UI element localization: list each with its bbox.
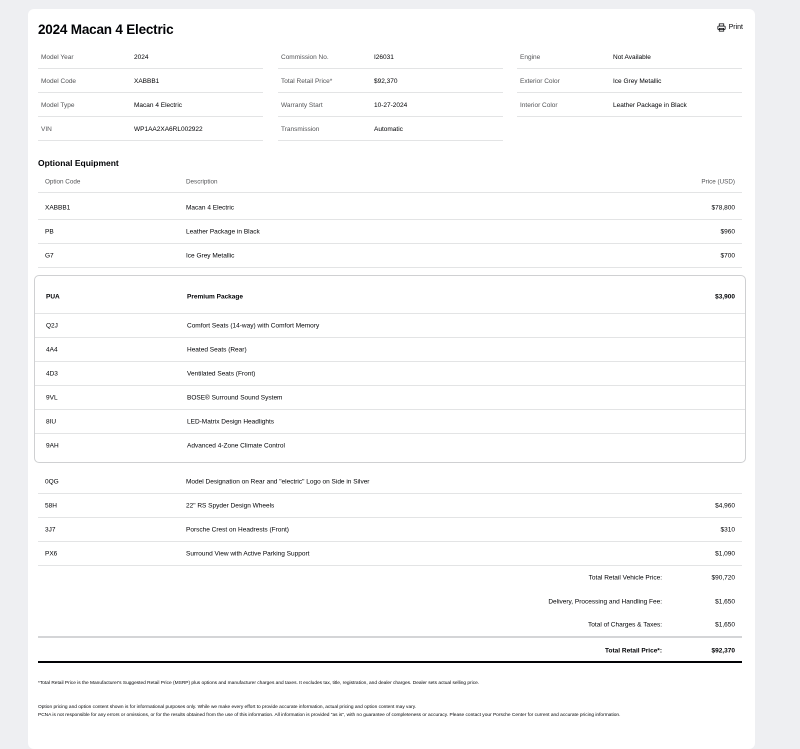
option-description: Ice Grey Metallic	[186, 252, 235, 259]
spec-label: Commission No.	[281, 54, 329, 61]
spec-label: Engine	[520, 54, 541, 61]
premium-package-group	[34, 275, 746, 463]
total-label: Total Retail Price*:	[605, 647, 662, 655]
spec-row	[278, 69, 503, 93]
spec-column-2	[278, 45, 503, 141]
option-code: 9VL	[46, 394, 58, 401]
total-value: $1,650	[715, 598, 735, 606]
total-label: Total of Charges & Taxes:	[588, 621, 662, 629]
option-code: 4D3	[46, 370, 58, 377]
spec-label: VIN	[41, 126, 52, 133]
charges-taxes-row	[38, 613, 742, 637]
divider	[38, 661, 742, 663]
total-vehicle-price-row	[38, 566, 742, 590]
spec-label: Warranty Start	[281, 102, 323, 109]
spec-column-1	[38, 45, 263, 141]
spec-value: 10-27-2024	[374, 102, 408, 109]
option-price: $700	[720, 252, 735, 259]
package-code: PUA	[46, 293, 60, 300]
option-description: Heated Seats (Rear)	[187, 346, 247, 353]
options-table-header	[38, 172, 742, 193]
divider	[38, 636, 742, 638]
spec-row	[38, 117, 263, 141]
spec-row	[517, 93, 742, 117]
spec-value: Leather Package in Black	[613, 102, 687, 109]
total-label: Delivery, Processing and Handling Fee:	[548, 598, 662, 606]
spec-value: WP1AA2XA6RL002922	[134, 126, 203, 133]
spec-row	[517, 45, 742, 69]
disclaimer-line-2: PCNA is not responsible for any errors or omissions, or for the results obtained from the use of this information. All information is provided "as is", with no guarantee of completeness or accuracy. Please contact your Porsche Center for current and accurate pricing information.	[38, 713, 621, 718]
package-description: Premium Package	[187, 293, 244, 300]
option-code: G7	[45, 252, 54, 259]
spec-value: XABBB1	[134, 78, 160, 85]
total-label: Total Retail Vehicle Price:	[588, 574, 662, 582]
spec-value: Automatic	[374, 126, 403, 133]
package-header-row	[35, 280, 745, 314]
page-title: 2024 Macan 4 Electric	[38, 22, 174, 37]
option-price: $78,800	[711, 204, 735, 211]
option-code: 3J7	[45, 526, 56, 533]
optional-equipment-title: Optional Equipment	[38, 158, 119, 168]
option-code: Q2J	[46, 322, 58, 329]
spec-label: Model Code	[41, 78, 77, 85]
total-value: $90,720	[711, 574, 735, 582]
package-item-row	[35, 434, 745, 458]
vehicle-details-card	[28, 9, 755, 749]
option-price: $1,090	[715, 550, 735, 557]
option-description: Porsche Crest on Headrests (Front)	[186, 526, 289, 533]
option-description: Advanced 4-Zone Climate Control	[187, 442, 285, 450]
option-description: Comfort Seats (14-way) with Comfort Memory	[187, 322, 320, 329]
total-retail-price-row	[38, 639, 742, 663]
option-description: Model Designation on Rear and "electric" Logo on Side in Silver	[186, 478, 370, 485]
total-value: $92,370	[711, 647, 735, 655]
option-code: 8IU	[46, 418, 57, 425]
option-code: 0QG	[45, 478, 59, 485]
spec-value: Ice Grey Metallic	[613, 78, 662, 85]
spec-label: Interior Color	[520, 102, 558, 109]
disclaimer-line-1: Option pricing and option content shown is for informational purposes only. While we make every effort to provide accurate information, actual pricing and option content may vary.	[38, 705, 417, 710]
option-price: $310	[720, 526, 735, 533]
option-code: PB	[45, 228, 54, 235]
spec-value: I26031	[374, 54, 394, 61]
option-code: 9AH	[46, 442, 59, 450]
option-row	[38, 518, 742, 542]
package-item-row	[35, 338, 745, 362]
option-row	[38, 542, 742, 566]
spec-row	[278, 45, 503, 69]
option-price: $960	[720, 228, 735, 235]
spec-row	[517, 69, 742, 93]
option-description: 22" RS Spyder Design Wheels	[186, 502, 275, 509]
option-code: PX6	[45, 550, 58, 557]
package-item-row	[35, 362, 745, 386]
spec-value: Macan 4 Electric	[134, 102, 183, 109]
option-row	[38, 196, 742, 220]
delivery-fee-row	[38, 590, 742, 614]
option-row	[38, 220, 742, 244]
spec-row	[38, 93, 263, 117]
option-row	[38, 494, 742, 518]
package-item-row	[35, 386, 745, 410]
option-description: Macan 4 Electric	[186, 204, 235, 211]
package-item-row	[35, 410, 745, 434]
option-description: Ventilated Seats (Front)	[187, 370, 256, 377]
option-price: $4,960	[715, 502, 735, 509]
option-description: BOSE® Surround Sound System	[187, 394, 283, 401]
header-price: Price (USD)	[701, 178, 735, 186]
spec-row	[38, 69, 263, 93]
option-description: Leather Package in Black	[186, 228, 260, 235]
spec-row	[278, 117, 503, 141]
print-button[interactable]	[717, 23, 743, 32]
header-option-code: Option Code	[45, 178, 81, 186]
spec-row	[278, 93, 503, 117]
spec-row	[38, 45, 263, 69]
option-code: 4A4	[46, 346, 58, 353]
msrp-footnote: *Total Retail Price is the Manufacturer's Suggested Retail Price (MSRP) plus options and manufacturer charges and taxes. It excludes tax, title, registration, and dealer charges. Dealer sets actual selling price.	[38, 681, 480, 686]
spec-label: Model Year	[41, 54, 74, 61]
option-description: Surround View with Active Parking Support	[186, 550, 310, 557]
printer-icon	[717, 23, 726, 32]
spec-label: Model Type	[41, 102, 75, 109]
header-description: Description	[186, 178, 218, 186]
spec-value: Not Available	[613, 54, 651, 61]
option-row	[38, 244, 742, 268]
print-label: Print	[728, 24, 743, 31]
package-price: $3,900	[715, 293, 735, 300]
spec-column-3	[517, 45, 742, 117]
spec-label: Total Retail Price*	[281, 78, 333, 85]
spec-label: Transmission	[281, 126, 320, 133]
option-code: 58H	[45, 502, 57, 509]
option-description: LED-Matrix Design Headlights	[187, 418, 275, 425]
option-row	[38, 470, 742, 494]
spec-value: $92,370	[374, 78, 398, 85]
package-item-row	[35, 314, 745, 338]
total-value: $1,650	[715, 621, 735, 629]
spec-value: 2024	[134, 54, 149, 61]
option-code: XABBB1	[45, 204, 71, 211]
spec-label: Exterior Color	[520, 78, 560, 85]
